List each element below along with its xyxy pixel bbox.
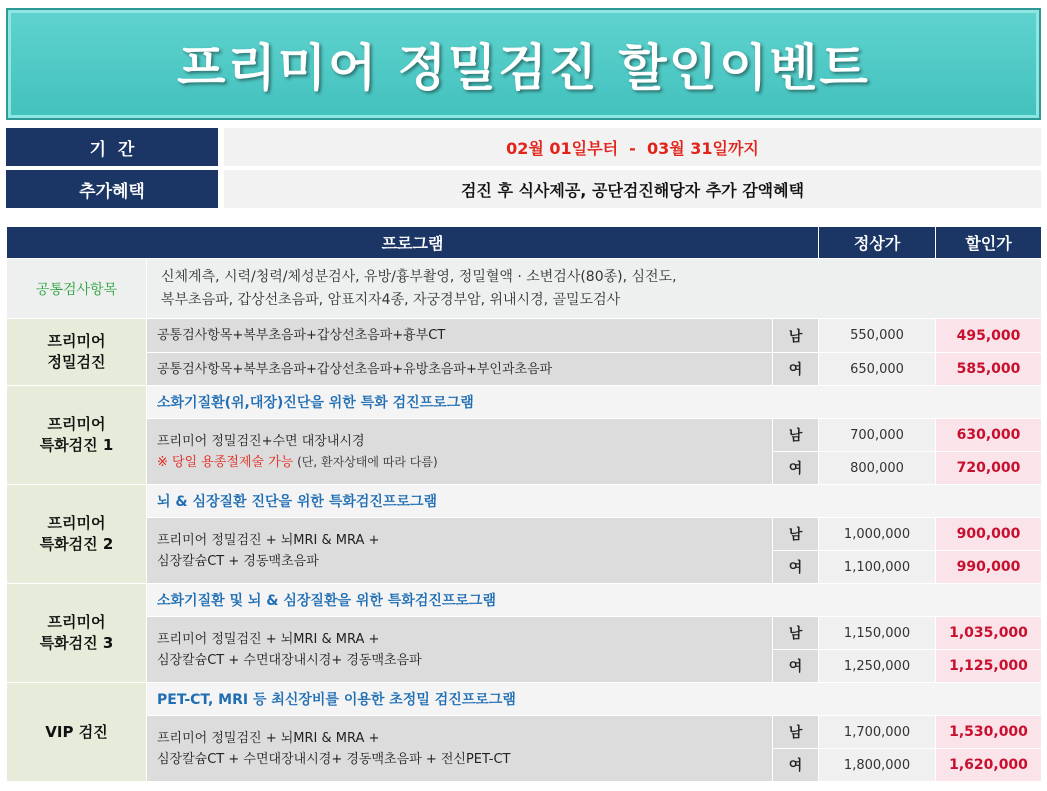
gender-cell: 남 bbox=[773, 518, 819, 551]
table-row bbox=[7, 485, 1042, 518]
sale-price: 990,000 bbox=[936, 551, 1042, 584]
common-items-list bbox=[147, 259, 1042, 319]
program-description: 프리미어 정밀검진 + 뇌MRI & MRA + 심장칼슘CT + 경동맥초음파 bbox=[147, 518, 773, 584]
benefit-label: 추가혜택 bbox=[6, 170, 218, 208]
sale-price: 1,125,000 bbox=[936, 650, 1042, 683]
program-description: 프리미어 정밀검진+수면 대장내시경 ※ 당일 용종절제술 가능 (단, 환자상태에 따라 다름) bbox=[147, 419, 773, 485]
sale-price: 630,000 bbox=[936, 419, 1042, 452]
program-name: 프리미어 정밀검진 bbox=[7, 319, 147, 386]
program-description: 프리미어 정밀검진 + 뇌MRI & MRA + 심장칼슘CT + 수면대장내시경+ 경동맥초음파 + 전신PET-CT bbox=[147, 716, 773, 782]
table-row bbox=[7, 617, 1042, 650]
gender-cell: 남 bbox=[773, 617, 819, 650]
header-normal-price: 정상가 bbox=[819, 227, 936, 259]
same-day-note: ※ 당일 용종절제술 가능 bbox=[157, 454, 294, 470]
program-description: 공통검사항목+복부초음파+갑상선초음파+유방초음파+부인과초음파 bbox=[147, 353, 773, 386]
normal-price: 550,000 bbox=[819, 319, 936, 353]
sale-price: 720,000 bbox=[936, 452, 1042, 485]
table-row bbox=[7, 716, 1042, 749]
common-items-line: 복부초음파, 갑상선초음파, 암표지자4종, 자궁경부암, 위내시경, 골밀도검사 bbox=[161, 291, 621, 308]
program-description: 공통검사항목+복부초음파+갑상선초음파+흉부CT bbox=[147, 319, 773, 353]
gender-cell: 여 bbox=[773, 650, 819, 683]
program-subtitle: 뇌 & 심장질환 진단을 위한 특화검진프로그램 bbox=[147, 485, 1042, 518]
header-program: 프로그램 bbox=[7, 227, 819, 259]
common-items-row bbox=[7, 259, 1042, 319]
event-banner bbox=[6, 8, 1041, 120]
program-description: 프리미어 정밀검진 + 뇌MRI & MRA + 심장칼슘CT + 수면대장내시경+ 경동맥초음파 bbox=[147, 617, 773, 683]
program-subtitle: 소화기질환 및 뇌 & 심장질환을 위한 특화검진프로그램 bbox=[147, 584, 1042, 617]
benefit-row bbox=[6, 170, 1041, 208]
table-row bbox=[7, 518, 1042, 551]
sale-price: 495,000 bbox=[936, 319, 1042, 353]
gender-cell: 남 bbox=[773, 716, 819, 749]
normal-price: 700,000 bbox=[819, 419, 936, 452]
program-name: 프리미어 특화검진 2 bbox=[7, 485, 147, 584]
price-table bbox=[6, 226, 1042, 782]
normal-price: 800,000 bbox=[819, 452, 936, 485]
normal-price: 1,150,000 bbox=[819, 617, 936, 650]
period-row bbox=[6, 128, 1041, 166]
gender-cell: 여 bbox=[773, 353, 819, 386]
common-items-line: 신체계측, 시력/청력/체성분검사, 유방/흉부촬영, 정밀혈액 · 소변검사(80종), 심전도, bbox=[161, 268, 677, 285]
sale-price: 585,000 bbox=[936, 353, 1042, 386]
sale-price: 900,000 bbox=[936, 518, 1042, 551]
table-row bbox=[7, 584, 1042, 617]
table-header-row bbox=[7, 227, 1042, 259]
normal-price: 1,700,000 bbox=[819, 716, 936, 749]
period-value: 02월 01일부터 - 03월 31일까지 bbox=[224, 128, 1041, 166]
table-row bbox=[7, 683, 1042, 716]
table-row bbox=[7, 386, 1042, 419]
gender-cell: 여 bbox=[773, 749, 819, 782]
note-condition: (단, 환자상태에 따라 다름) bbox=[293, 454, 438, 469]
normal-price: 1,250,000 bbox=[819, 650, 936, 683]
sale-price: 1,620,000 bbox=[936, 749, 1042, 782]
table-row bbox=[7, 353, 1042, 386]
sale-price: 1,035,000 bbox=[936, 617, 1042, 650]
table-row bbox=[7, 319, 1042, 353]
gender-cell: 남 bbox=[773, 419, 819, 452]
normal-price: 1,800,000 bbox=[819, 749, 936, 782]
header-sale-price: 할인가 bbox=[936, 227, 1042, 259]
page-title: 프리미어 정밀검진 할인이벤트 bbox=[177, 39, 870, 97]
table-row bbox=[7, 419, 1042, 452]
sale-price: 1,530,000 bbox=[936, 716, 1042, 749]
normal-price: 1,000,000 bbox=[819, 518, 936, 551]
program-name: 프리미어 특화검진 3 bbox=[7, 584, 147, 683]
normal-price: 650,000 bbox=[819, 353, 936, 386]
common-items-label: 공통검사항목 bbox=[7, 259, 147, 319]
gender-cell: 남 bbox=[773, 319, 819, 353]
program-name: 프리미어 특화검진 1 bbox=[7, 386, 147, 485]
gender-cell: 여 bbox=[773, 551, 819, 584]
normal-price: 1,100,000 bbox=[819, 551, 936, 584]
period-label: 기 간 bbox=[6, 128, 218, 166]
gender-cell: 여 bbox=[773, 452, 819, 485]
program-subtitle: PET-CT, MRI 등 최신장비를 이용한 초정밀 검진프로그램 bbox=[147, 683, 1042, 716]
program-name: VIP 검진 bbox=[7, 683, 147, 782]
benefit-value: 검진 후 식사제공, 공단검진해당자 추가 감액혜택 bbox=[224, 170, 1041, 208]
program-subtitle: 소화기질환(위,대장)진단을 위한 특화 검진프로그램 bbox=[147, 386, 1042, 419]
